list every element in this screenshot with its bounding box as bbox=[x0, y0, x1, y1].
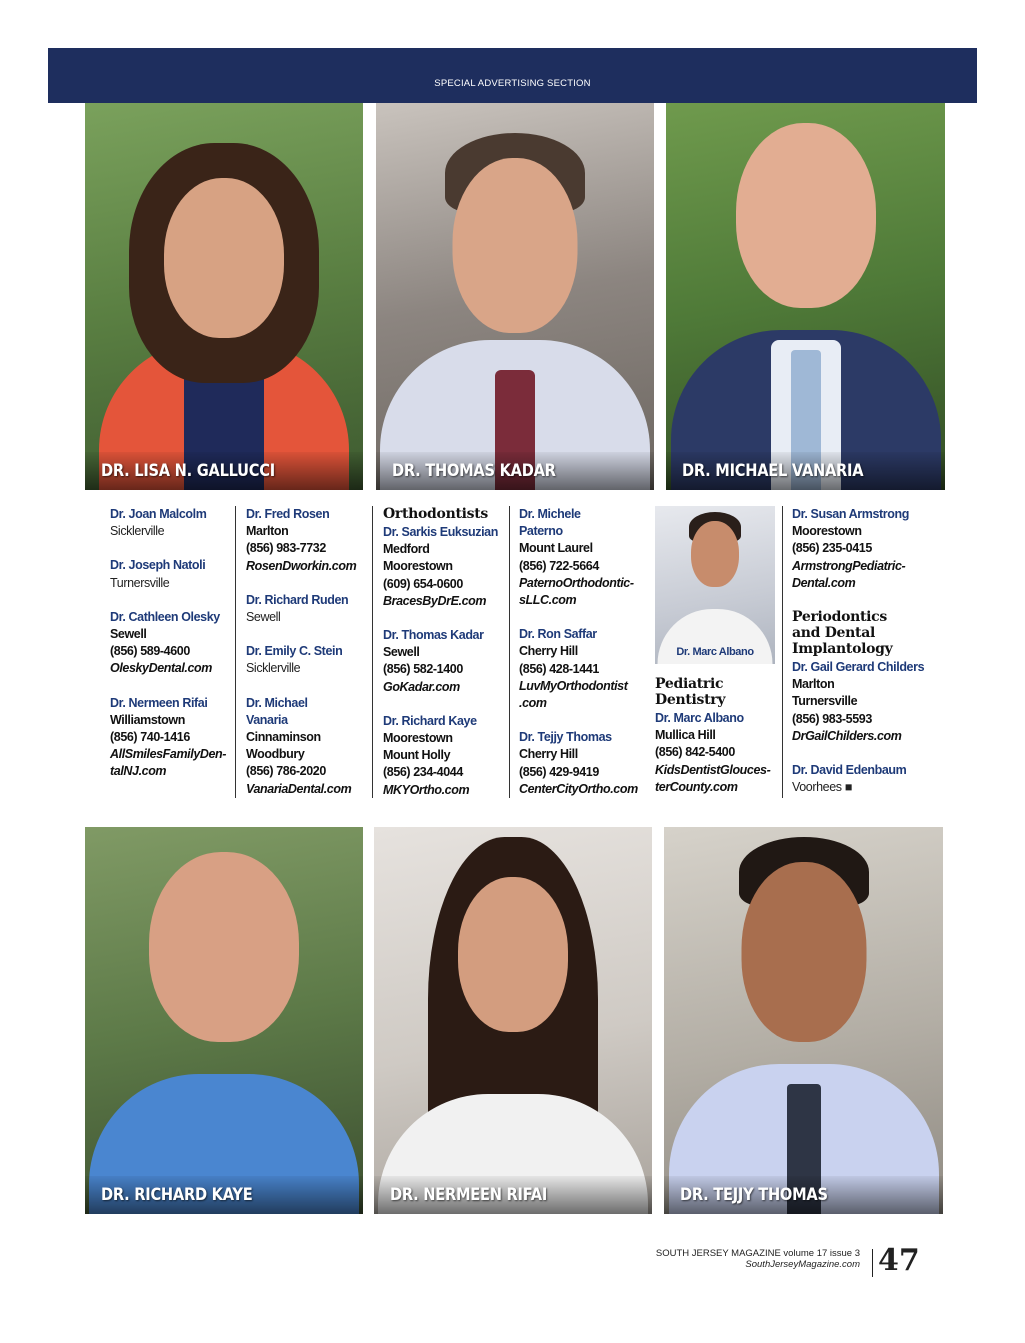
dentist-name: Dr. Joan Malcolm bbox=[110, 507, 207, 521]
website: CenterCityOrtho.com bbox=[519, 781, 638, 796]
directory-column-2 bbox=[246, 506, 368, 815]
dentist-name: Dr. Richard Ruden bbox=[246, 592, 349, 607]
dentist-name: Dr. Sarkis Euksuzian bbox=[383, 525, 498, 539]
dentist-name: Dr. Ron Saffar bbox=[519, 627, 597, 642]
dentist-name: Dr. Gail Gerard Childers bbox=[792, 660, 925, 675]
photo-kadar bbox=[376, 103, 654, 490]
page-number: 47 bbox=[878, 1243, 920, 1278]
list-item bbox=[519, 506, 647, 609]
location: Moorestown bbox=[383, 731, 453, 746]
location: Turnersville bbox=[110, 575, 170, 590]
website: GoKadar.com bbox=[383, 679, 460, 694]
location: Marlton bbox=[792, 677, 835, 692]
photo-caption: DR. LISA N. GALLUCCI bbox=[101, 461, 275, 481]
category-heading: Periodontics and Dental Implantology bbox=[792, 609, 893, 658]
list-item bbox=[246, 695, 368, 798]
phone: (856) 786-2020 bbox=[246, 764, 326, 779]
website: terCounty.com bbox=[655, 779, 738, 794]
dentist-name: Dr. Thomas Kadar bbox=[383, 628, 484, 643]
photo-albano bbox=[655, 506, 775, 664]
website: ArmstrongPediatric- bbox=[792, 558, 906, 573]
column-divider bbox=[509, 506, 510, 798]
list-item bbox=[110, 557, 232, 591]
website: DrGailChilders.com bbox=[792, 728, 902, 743]
list-item bbox=[383, 524, 507, 610]
website: OleskyDental.com bbox=[110, 661, 212, 676]
dentist-name: Dr. Fred Rosen bbox=[246, 507, 330, 521]
photo-caption: Dr. Marc Albano bbox=[676, 646, 754, 658]
photo-gallucci bbox=[85, 103, 363, 490]
category-heading: Orthodontists bbox=[383, 506, 488, 522]
directory-column-5 bbox=[655, 676, 777, 813]
list-item bbox=[792, 762, 942, 796]
location: Mount Holly bbox=[383, 748, 451, 763]
location: Voorhees ■ bbox=[792, 780, 852, 795]
list-item bbox=[655, 710, 777, 796]
phone: (856) 428-1441 bbox=[519, 661, 599, 676]
list-item bbox=[792, 506, 942, 592]
caption-bar bbox=[666, 452, 945, 490]
phone: (856) 740-1416 bbox=[110, 730, 190, 745]
list-item bbox=[110, 609, 232, 678]
magazine-website: SouthJerseyMagazine.com bbox=[745, 1259, 860, 1270]
website: talNJ.com bbox=[110, 764, 167, 779]
dentist-name: Dr. Michele Paterno bbox=[519, 507, 581, 539]
column-divider bbox=[235, 506, 236, 798]
location: Moorestown bbox=[792, 524, 862, 539]
location: Williamstown bbox=[110, 712, 185, 727]
phone: (856) 983-5593 bbox=[792, 711, 872, 726]
website: RosenDworkin.com bbox=[246, 558, 357, 573]
location: Mullica Hill bbox=[655, 728, 716, 743]
website: .com bbox=[519, 696, 547, 711]
footer-divider bbox=[872, 1249, 873, 1277]
photo-caption: DR. RICHARD KAYE bbox=[101, 1185, 253, 1205]
dentist-name: Dr. Nermeen Rifai bbox=[110, 695, 208, 710]
photo-caption: DR. TEJJY THOMAS bbox=[680, 1185, 828, 1205]
location: Cherry Hill bbox=[519, 747, 578, 762]
phone: (609) 654-0600 bbox=[383, 576, 463, 591]
photo-caption: DR. NERMEEN RIFAI bbox=[390, 1185, 548, 1205]
list-item bbox=[519, 729, 647, 798]
website: AllSmilesFamilyDen- bbox=[110, 747, 227, 762]
list-item bbox=[383, 627, 507, 696]
photo-vanaria bbox=[666, 103, 945, 490]
website: LuvMyOrthodontist bbox=[519, 678, 628, 693]
location: Medford bbox=[383, 542, 430, 557]
website: BracesByDrE.com bbox=[383, 593, 487, 608]
dentist-name: Dr. Marc Albano bbox=[655, 711, 744, 725]
caption-bar bbox=[374, 1176, 652, 1214]
website: VanariaDental.com bbox=[246, 781, 352, 796]
website: KidsDentistGlouces- bbox=[655, 762, 771, 777]
dentist-name: Dr. Tejjy Thomas bbox=[519, 730, 612, 745]
location: Moorestown bbox=[383, 559, 453, 574]
magazine-issue: SOUTH JERSEY MAGAZINE volume 17 issue 3 bbox=[655, 1248, 860, 1259]
location: Sewell bbox=[110, 627, 147, 642]
dentist-name: Dr. Michael Vanaria bbox=[246, 695, 308, 727]
location: Sewell bbox=[383, 645, 420, 660]
location: Cinnaminson bbox=[246, 730, 321, 745]
list-item bbox=[246, 506, 368, 575]
photo-rifai bbox=[374, 827, 652, 1214]
location: Sicklerville bbox=[246, 661, 301, 676]
dentist-name: Dr. Emily C. Stein bbox=[246, 644, 343, 659]
location: Cherry Hill bbox=[519, 644, 578, 659]
phone: (856) 234-4044 bbox=[383, 765, 463, 780]
photo-thomas bbox=[664, 827, 943, 1214]
category-heading: Pediatric Dentistry bbox=[655, 676, 726, 708]
phone: (856) 429-9419 bbox=[519, 764, 599, 779]
phone: (856) 582-1400 bbox=[383, 662, 463, 677]
list-item bbox=[383, 713, 507, 799]
caption-bar bbox=[85, 452, 363, 490]
column-divider bbox=[782, 506, 783, 798]
photo-caption: DR. MICHAEL VANARIA bbox=[682, 461, 864, 481]
caption-bar bbox=[664, 1176, 943, 1214]
banner-text: SPECIAL ADVERTISING SECTION bbox=[434, 78, 591, 89]
website: PaternoOrthodontic- bbox=[519, 575, 634, 590]
website: MKYOrtho.com bbox=[383, 782, 470, 797]
dentist-name: Dr. Richard Kaye bbox=[383, 713, 477, 728]
caption-bar bbox=[376, 452, 654, 490]
phone: (856) 589-4600 bbox=[110, 644, 190, 659]
location: Turnersville bbox=[792, 694, 858, 709]
photo-caption: DR. THOMAS KADAR bbox=[392, 461, 556, 481]
caption-bar bbox=[85, 1176, 363, 1214]
list-item bbox=[519, 626, 647, 712]
column-divider bbox=[372, 506, 373, 798]
location: Marlton bbox=[246, 524, 289, 539]
list-item bbox=[246, 643, 368, 677]
website: sLLC.com bbox=[519, 593, 577, 608]
website: Dental.com bbox=[792, 575, 856, 590]
location: Woodbury bbox=[246, 747, 305, 762]
location: Sewell bbox=[246, 610, 281, 625]
list-item bbox=[246, 592, 368, 626]
special-advertising-banner bbox=[48, 48, 977, 103]
dentist-name: Dr. Susan Armstrong bbox=[792, 507, 909, 521]
directory-column-3 bbox=[383, 506, 507, 816]
phone: (856) 722-5664 bbox=[519, 558, 599, 573]
location: Sicklerville bbox=[110, 524, 165, 539]
page-footer bbox=[656, 1248, 860, 1270]
dentist-name: Dr. David Edenbaum bbox=[792, 763, 907, 778]
phone: (856) 983-7732 bbox=[246, 541, 326, 556]
list-item bbox=[110, 695, 232, 781]
directory-column-1 bbox=[110, 506, 232, 798]
photo-kaye bbox=[85, 827, 363, 1214]
phone: (856) 842-5400 bbox=[655, 745, 735, 760]
directory-column-4 bbox=[519, 506, 647, 815]
location: Mount Laurel bbox=[519, 541, 593, 556]
dentist-name: Dr. Joseph Natoli bbox=[110, 558, 206, 573]
list-item bbox=[110, 506, 232, 540]
directory-column-6 bbox=[792, 506, 942, 813]
phone: (856) 235-0415 bbox=[792, 541, 872, 556]
dentist-name: Dr. Cathleen Olesky bbox=[110, 609, 220, 624]
list-item bbox=[792, 659, 942, 745]
